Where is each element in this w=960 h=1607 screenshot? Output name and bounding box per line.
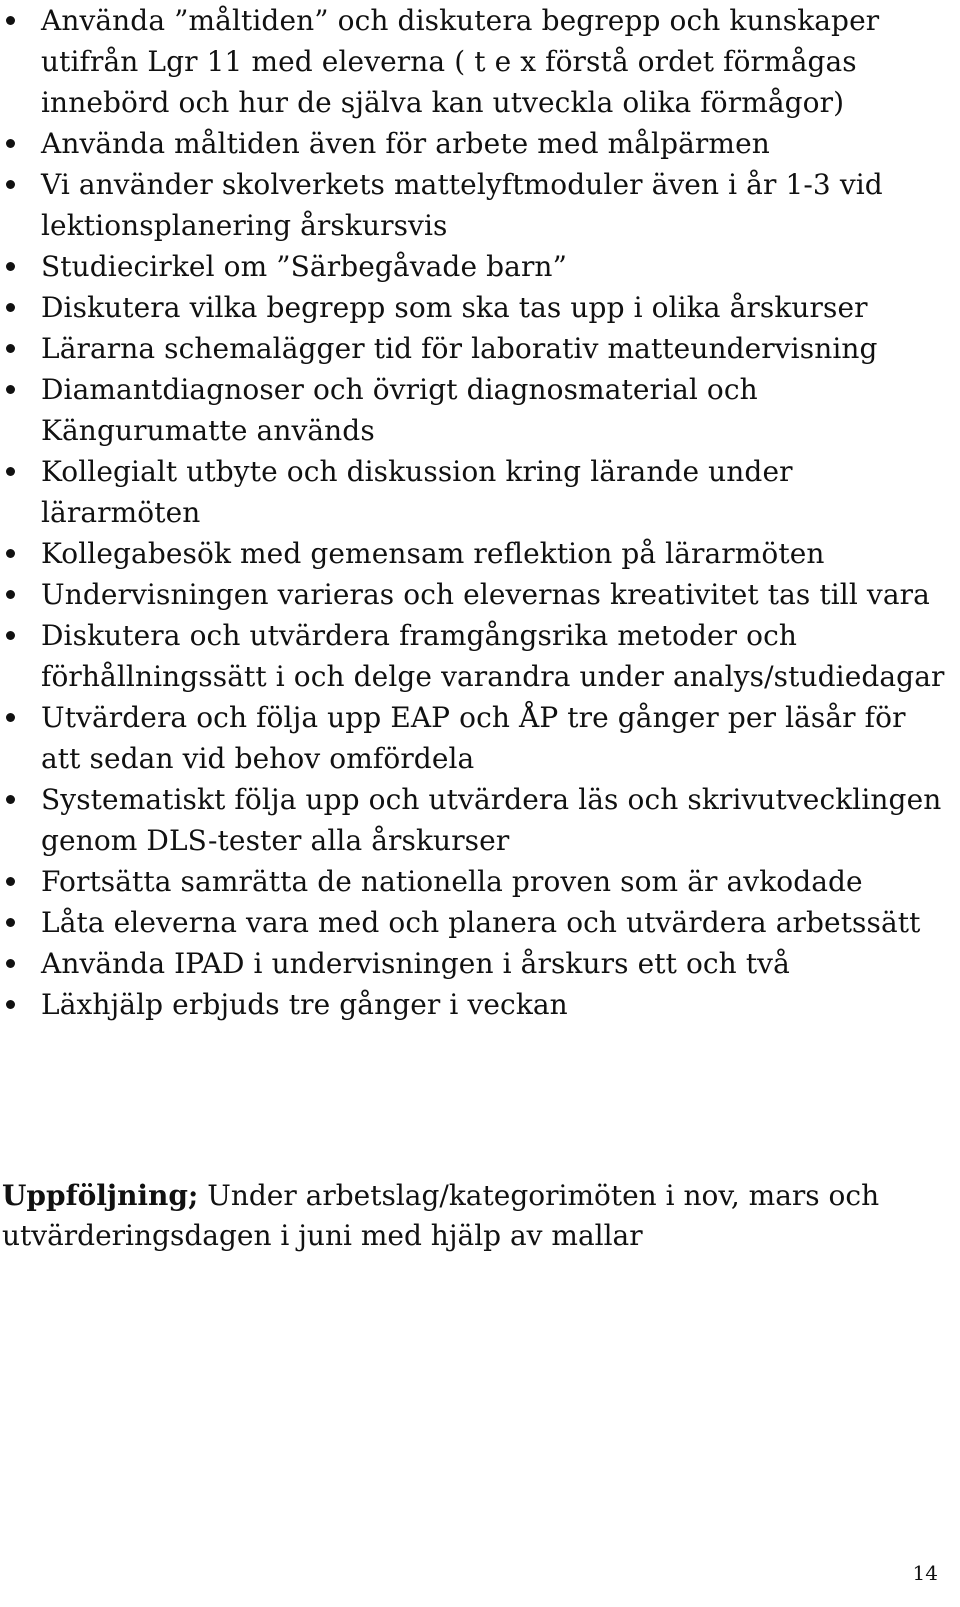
list-item-text: Använda ”måltiden” och diskutera begrepp och kunskaper utifrån Lgr 11 med eleverna ( t e x förstå ordet förmågas innebörd och hur de själva kan utveckla olika förmågor) [41, 4, 880, 119]
list-item [0, 287, 945, 328]
list-item [0, 902, 945, 943]
list-item-text: Diskutera och utvärdera framgångsrika metoder och förhållningssätt i och delge varandra under analys/studiedagar [41, 619, 945, 693]
bullet-icon [6, 1000, 15, 1009]
list-item-text: Undervisningen varieras och elevernas kreativitet tas till vara [41, 578, 930, 611]
list-item [0, 615, 945, 697]
bullet-icon [6, 590, 15, 599]
list-item-text: Läxhjälp erbjuds tre gånger i veckan [41, 988, 568, 1021]
list-item-text: Kollegabesök med gemensam reflektion på lärarmöten [41, 537, 825, 570]
bullet-icon [6, 139, 15, 148]
list-item-text: Vi använder skolverkets mattelyftmoduler även i år 1-3 vid lektionsplanering årskursvis [41, 168, 883, 242]
list-item-text: Diskutera vilka begrepp som ska tas upp i olika årskurser [41, 291, 868, 324]
bullet-icon [6, 180, 15, 189]
list-item-text: Studiecirkel om ”Särbegåvade barn” [41, 250, 567, 283]
list-item [0, 0, 945, 123]
list-item [0, 123, 945, 164]
list-item-text: Diamantdiagnoser och övrigt diagnosmaterial och Kängurumatte används [41, 373, 758, 447]
followup-paragraph [2, 1176, 942, 1256]
bullet-icon [6, 713, 15, 722]
list-item [0, 328, 945, 369]
list-item-text: Systematiskt följa upp och utvärdera läs och skrivutvecklingen genom DLS-tester alla årskurser [41, 783, 942, 857]
list-item [0, 533, 945, 574]
list-item [0, 451, 945, 533]
list-item [0, 779, 945, 861]
list-item [0, 984, 945, 1025]
bullet-icon [6, 303, 15, 312]
bullet-icon [6, 344, 15, 353]
list-item-text: Fortsätta samrätta de nationella proven som är avkodade [41, 865, 863, 898]
list-item [0, 697, 945, 779]
bullet-icon [6, 959, 15, 968]
bullet-icon [6, 16, 15, 25]
list-item [0, 574, 945, 615]
bullet-icon [6, 877, 15, 886]
list-item-text: Kollegialt utbyte och diskussion kring lärande under lärarmöten [41, 455, 793, 529]
list-item [0, 164, 945, 246]
bullet-icon [6, 262, 15, 271]
list-item [0, 861, 945, 902]
page-number: 14 [912, 1561, 938, 1585]
followup-label: Uppföljning; [2, 1179, 199, 1212]
list-item-text: Lärarna schemalägger tid för laborativ matteundervisning [41, 332, 878, 365]
list-item-text: Använda måltiden även för arbete med målpärmen [41, 127, 770, 160]
followup-text: Under arbetslag/kategorimöten i nov, mars och utvärderingsdagen i juni med hjälp av mallar [2, 1179, 880, 1252]
bullet-icon [6, 918, 15, 927]
bullet-icon [6, 631, 15, 640]
list-item-text: Utvärdera och följa upp EAP och ÅP tre gånger per läsår för att sedan vid behov omfördela [41, 701, 906, 775]
list-item [0, 369, 945, 451]
list-item [0, 246, 945, 287]
bullet-icon [6, 467, 15, 476]
bullet-icon [6, 549, 15, 558]
list-item-text: Använda IPAD i undervisningen i årskurs ett och två [41, 947, 790, 980]
list-item-text: Låta eleverna vara med och planera och utvärdera arbetssätt [41, 906, 921, 939]
bullet-icon [6, 795, 15, 804]
list-item [0, 943, 945, 984]
bullet-icon [6, 385, 15, 394]
